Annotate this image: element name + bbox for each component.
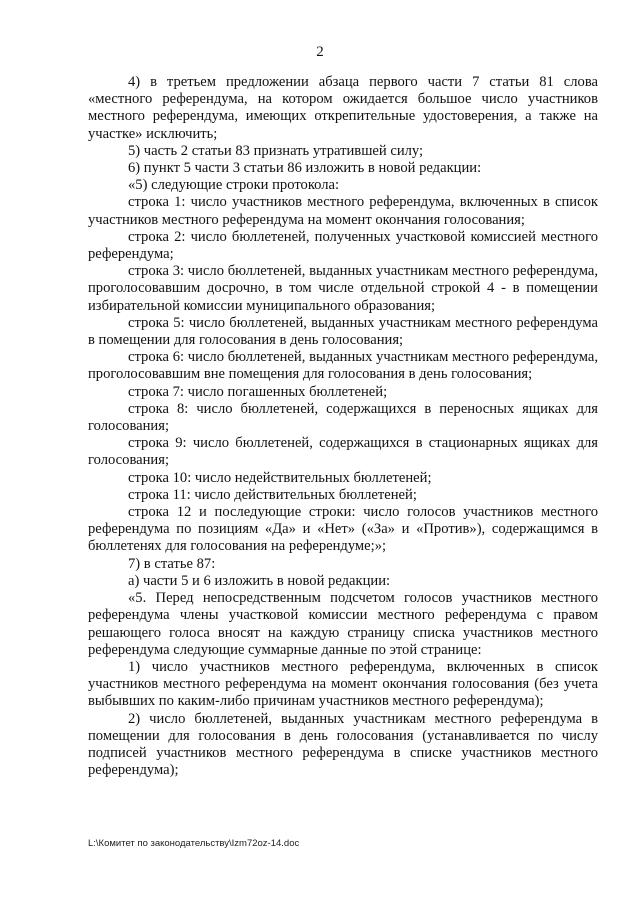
page-number: 2	[316, 44, 324, 60]
paragraph: 5) часть 2 статьи 83 признать утратившей силу;	[128, 142, 424, 159]
paragraph: строка 10: число недействительных бюллетеней;	[128, 469, 432, 486]
document-body	[88, 74, 598, 779]
paragraph: строка 9: число бюллетеней, содержащихся в стационарных ящиках для голосования;	[88, 435, 598, 469]
footer-file-path: L:\Комитет по законодательству\Izm72oz-14.doc	[88, 838, 300, 849]
paragraph: строка 8: число бюллетеней, содержащихся в переносных ящиках для голосования;	[88, 400, 598, 435]
paragraph: а) части 5 и 6 изложить в новой редакции:	[128, 572, 391, 589]
paragraph: строка 5: число бюллетеней, выданных участникам местного референдума в помещении для голосования в день голосования;	[88, 314, 598, 349]
paragraph: строка 12 и последующие строки: число голосов участников местного референдума по позициям «Да» и «Нет» («За» и «Против»), содержащимся в бюллетенях для голосования на референдуме;»;	[88, 504, 598, 555]
paragraph: 7) в статье 87:	[128, 555, 216, 572]
paragraph: строка 6: число бюллетеней, выданных участникам местного референдума, проголосовавшим вне помещения для голосования в день голосования;	[88, 349, 598, 383]
paragraph: строка 1: число участников местного референдума, включенных в список участников местного референдума на момент окончания голосования;	[88, 194, 598, 228]
paragraph: строка 11: число действительных бюллетеней;	[128, 486, 417, 503]
paragraph: 6) пункт 5 части 3 статьи 86 изложить в новой редакции:	[128, 160, 482, 177]
paragraph: строка 7: число погашенных бюллетеней;	[128, 383, 388, 400]
paragraph: 2) число бюллетеней, выданных участникам местного референдума в помещении для голосования в день голосования (устанавливается по числу подписей участников местного референдума в списке участников местного референдума);	[88, 710, 598, 779]
paragraph: 1) число участников местного референдума, включенных в список участников местного референдума на момент окончания голосования (без учета выбывших по каким-либо причинам участников местного референдума);	[88, 658, 598, 710]
paragraph: строка 2: число бюллетеней, полученных участковой комиссией местного референдума;	[88, 228, 598, 263]
paragraph: «5. Перед непосредственным подсчетом голосов участников местного референдума члены участковой комиссии местного референдума с правом решающего голоса вносят на каждую страницу списка участников местного референдума следующие суммарные данные по этой странице:	[88, 590, 598, 658]
paragraph: 4) в третьем предложении абзаца первого части 7 статьи 81 слова «местного референдума, на котором ожидается большое число участников местного референдума, имеющих открепительные удостоверения, а также на участке» исключить;	[88, 74, 598, 142]
paragraph: «5) следующие строки протокола:	[128, 177, 340, 194]
paragraph: строка 3: число бюллетеней, выданных участникам местного референдума, проголосовавшим досрочно, в том числе отдельной строкой 4 - в помещении избирательной комиссии муниципального образования;	[88, 263, 598, 314]
